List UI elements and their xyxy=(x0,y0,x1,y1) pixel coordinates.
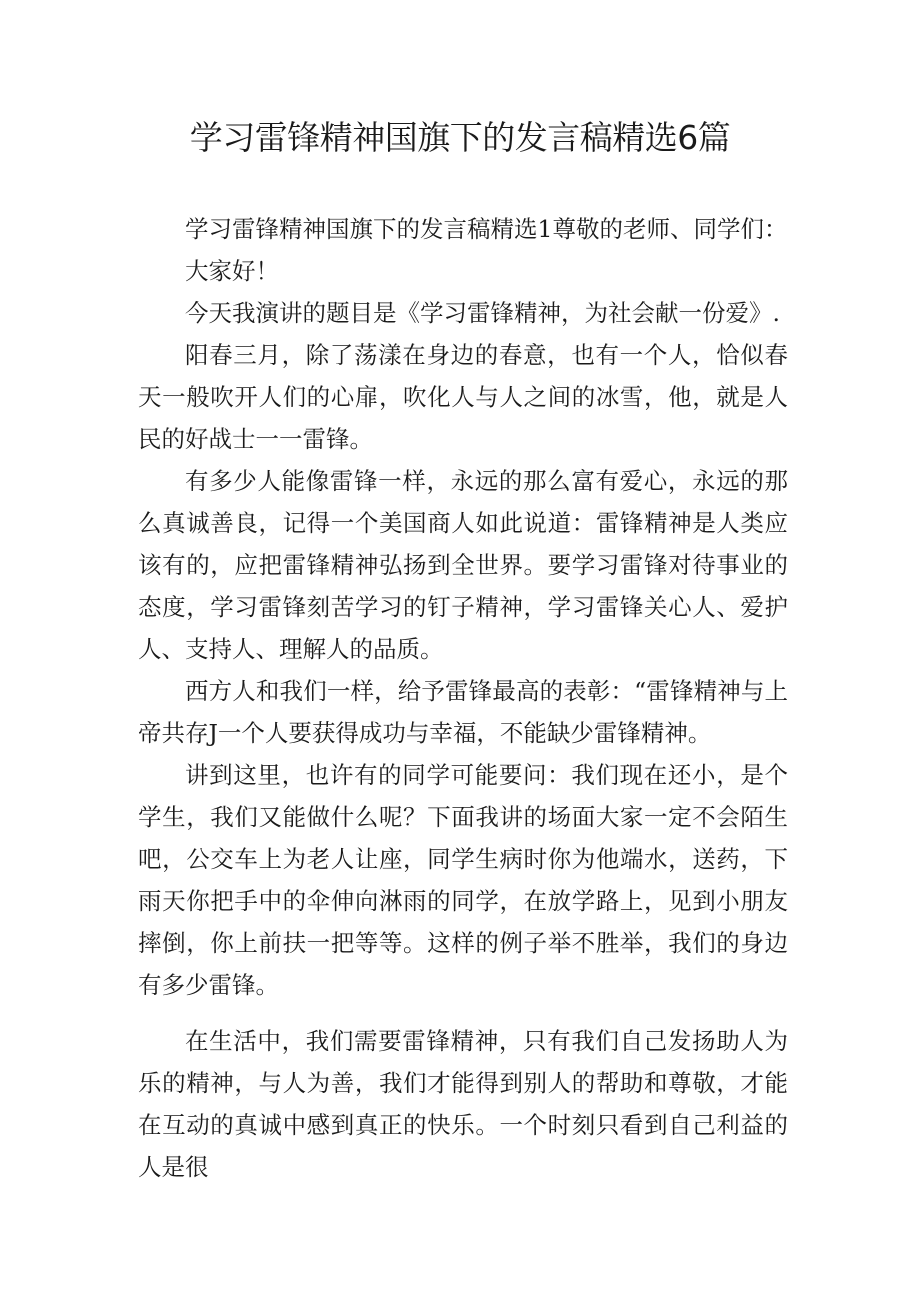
document-body xyxy=(138,208,788,1188)
paragraph: 今天我演讲的题目是《学习雷锋精神，为社会献一份爱》. xyxy=(185,299,780,327)
paragraph: 在生活中，我们需要雷锋精神，只有我们自己发扬助人为乐的精神，与人为善，我们才能得到别人的帮助和尊敬，才能在互动的真诚中感到真正的快乐。一个时刻只看到自己利益的人是很 xyxy=(138,1027,788,1181)
paragraph: 阳春三月，除了荡漾在身边的春意，也有一个人，恰似春天一般吹开人们的心扉，吹化人与人之间的冰雪，他，就是人民的好战士一一雷锋。 xyxy=(138,341,788,453)
paragraph: 大家好！ xyxy=(185,257,279,285)
paragraph: 西方人和我们一样，给予雷锋最高的表彰：“雷锋精神与上帝共存J一个人要获得成功与幸福，不能缺少雷锋精神。 xyxy=(138,677,788,747)
paragraph: 讲到这里，也许有的同学可能要问：我们现在还小，是个学生，我们又能做什么呢？下面我讲的场面大家一定不会陌生吧，公交车上为老人让座，同学生病时你为他端水，送药，下雨天你把手中的伞伸向淋雨的同学，在放学路上，见到小朋友摔倒，你上前扶一把等等。这样的例子举不胜举，我们的身边有多少雷锋。 xyxy=(138,761,788,999)
paragraph: 学习雷锋精神国旗下的发言稿精选1尊敬的老师、同学们： xyxy=(185,215,788,243)
paragraph: 有多少人能像雷锋一样，永远的那么富有爱心，永远的那么真诚善良，记得一个美国商人如此说道：雷锋精神是人类应该有的，应把雷锋精神弘扬到全世界。要学习雷锋对待事业的态度，学习雷锋刻苦学习的钉子精神，学习雷锋关心人、爱护人、支持人、理解人的品质。 xyxy=(138,467,788,663)
document-title: 学习雷锋精神国旗下的发言稿精选6篇 xyxy=(189,118,731,157)
